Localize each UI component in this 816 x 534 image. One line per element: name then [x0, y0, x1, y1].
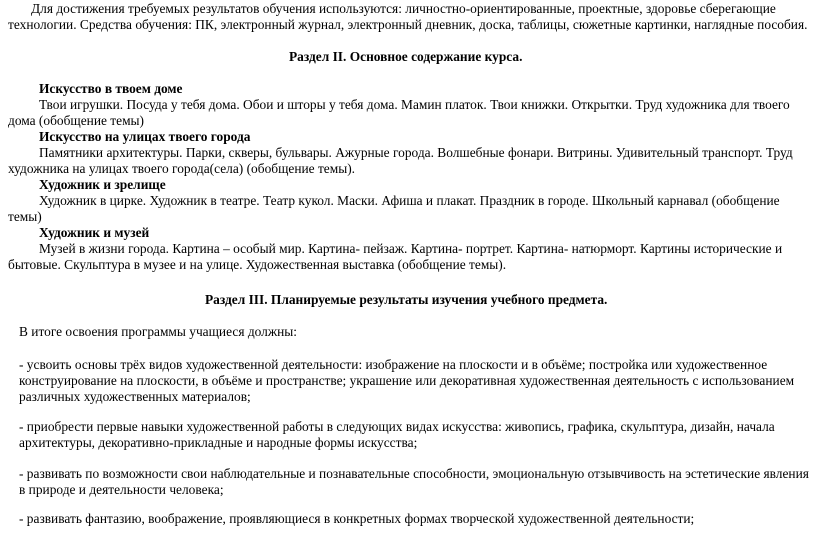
intro-line-1: Для достижения требуемых результатов обучения используются: личностно-ориентированные, проектные, здоровье сберегающие [31, 1, 776, 16]
list-item-line: архитектуры, декоративно-прикладные и народные формы искусства; [19, 435, 418, 450]
list-item-line: - развивать фантазию, воображение, проявляющиеся в конкретных формах творческой художественной деятельности; [19, 511, 695, 526]
topic-heading: Художник и зрелище [39, 177, 166, 192]
section-3-title: Раздел III. Планируемые результаты изучения учебного предмета. [205, 292, 608, 307]
topic-heading: Художник и музей [39, 225, 150, 240]
topic-text-line: Музей в жизни города. Картина – особый мир. Картина- пейзаж. Картина- портрет. Картина- натюрморт. Картины исторические и [39, 241, 783, 256]
list-item-line: в природе и деятельности человека; [19, 482, 224, 497]
list-item-line: - приобрести первые навыки художественной работы в следующих видах искусства: живопись, графика, скульптура, дизайн, начала [19, 419, 775, 434]
section-3-lead: В итоге освоения программы учащиеся должны: [19, 324, 297, 339]
topic-text-line: Памятники архитектуры. Парки, скверы, бульвары. Ажурные города. Волшебные фонари. Витрины. Удивительный транспорт. Труд [39, 145, 793, 160]
intro-line-2: технологии. Средства обучения: ПК, электронный журнал, электронный дневник, доска, таблицы, сюжетные картинки, наглядные пособия. [8, 17, 808, 32]
section-2-title: Раздел II. Основное содержание курса. [289, 49, 523, 64]
topic-text-line: темы) [8, 209, 42, 224]
topic-text-line: Художник в цирке. Художник в театре. Театр кукол. Маски. Афиша и плакат. Праздник в городе. Школьный карнавал (обобщение [39, 193, 780, 208]
topic-text-line: художника на улицах твоего города(села) (обобщение темы). [8, 161, 356, 176]
topic-heading: Искусство на улицах твоего города [39, 129, 251, 144]
list-item-line: - усвоить основы трёх видов художественной деятельности: изображение на плоскости и в объёме; постройка или художественное [19, 357, 768, 372]
topic-text-line: бытовые. Скульптура в музее и на улице. Художественная выставка (обобщение темы). [8, 257, 507, 272]
topic-heading: Искусство в твоем доме [39, 81, 183, 96]
list-item-line: различных художественных материалов; [19, 389, 251, 404]
topic-text-line: Твои игрушки. Посуда у тебя дома. Обои и шторы у тебя дома. Мамин платок. Твои книжки. Открытки. Труд художника для твоего [39, 97, 790, 112]
topic-text-line: дома (обобщение темы) [8, 113, 145, 128]
list-item-line: конструирование на плоскости, в объёме и пространстве; украшение или декоративная художественная деятельность с использованием [19, 373, 795, 388]
list-item-line: - развивать по возможности свои наблюдательные и познавательные способности, эмоциональную отзывчивость на эстетические явления [19, 466, 809, 481]
